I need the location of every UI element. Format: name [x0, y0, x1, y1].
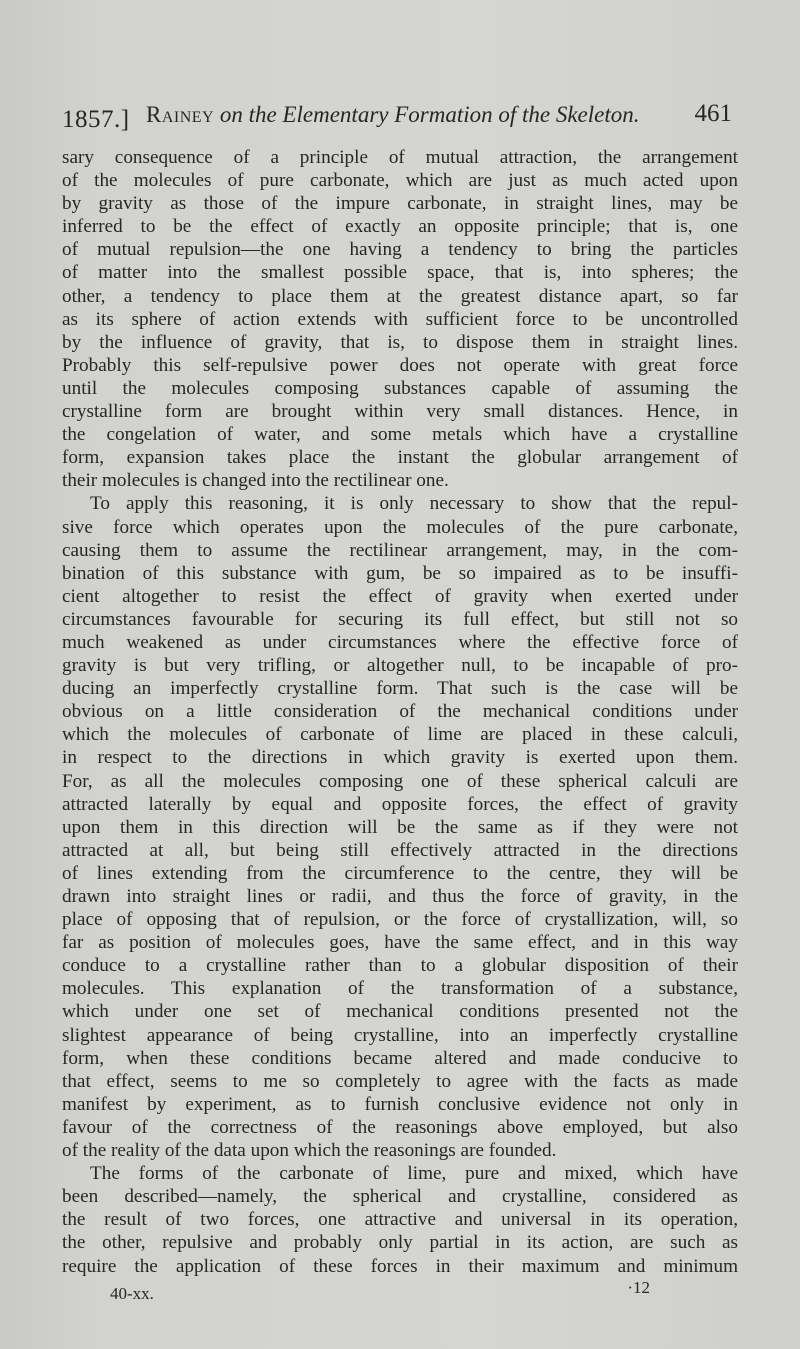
text-line: attracted at all, but being still effectively attracted in the directions — [62, 839, 738, 861]
text-line: require the application of these forces in their maximum and minimum — [62, 1255, 738, 1277]
text-line: by the influence of gravity, that is, to dispose them in straight lines. — [62, 331, 738, 353]
text-line: of the reality of the data upon which the reasonings are founded. — [62, 1140, 557, 1162]
text-line: in respect to the directions in which gravity is exerted upon them. — [62, 747, 738, 769]
text-line: causing them to assume the rectilinear arrangement, may, in the com- — [62, 539, 738, 561]
running-header — [62, 100, 732, 140]
text-line: sive force which operates upon the molecules of the pure carbonate, — [62, 516, 738, 538]
text-line: their molecules is changed into the rectilinear one. — [62, 470, 449, 492]
text-line: of mutual repulsion—the one having a tendency to bring the particles — [62, 239, 738, 261]
text-line: Probably this self-repulsive power does not operate with great force — [62, 354, 738, 376]
paragraph-start-line: The forms of the carbonate of lime, pure and mixed, which have — [90, 1163, 738, 1185]
paragraph-start-line: To apply this reasoning, it is only necessary to show that the repul- — [90, 493, 738, 515]
text-line: slightest appearance of being crystalline, into an imperfectly crystalline — [62, 1024, 738, 1046]
text-line: sary consequence of a principle of mutual attraction, the arrangement — [62, 147, 738, 168]
text-line: attracted laterally by equal and opposite forces, the effect of gravity — [62, 793, 738, 815]
text-line: molecules. This explanation of the transformation of a substance, — [62, 978, 738, 1000]
page-number: 461 — [694, 100, 732, 127]
text-line: form, when these conditions became altered and made conducive to — [62, 1047, 738, 1069]
text-line: the other, repulsive and probably only partial in its action, are such as — [62, 1232, 738, 1254]
running-title — [146, 102, 640, 128]
text-line: For, as all the molecules composing one of these spherical calculi are — [62, 770, 738, 792]
text-line: much weakened as under circumstances where the effective force of — [62, 631, 738, 653]
text-line: of the molecules of pure carbonate, which are just as much acted upon — [62, 170, 738, 192]
text-line: gravity is but very trifling, or altogether null, to be incapable of pro- — [62, 655, 738, 677]
text-line: favour of the correctness of the reasonings above employed, but also — [62, 1116, 738, 1138]
text-line: of lines extending from the circumference to the centre, they will be — [62, 862, 738, 884]
text-line: that effect, seems to me so completely to agree with the facts as made — [62, 1070, 738, 1092]
text-line: as its sphere of action extends with sufficient force to be uncontrolled — [62, 308, 738, 330]
text-line: cient altogether to resist the effect of gravity when exerted under — [62, 585, 738, 607]
text-line: crystalline form are brought within very small distances. Hence, in — [62, 401, 738, 423]
text-line: upon them in this direction will be the same as if they were not — [62, 816, 738, 838]
text-line: manifest by experiment, as to furnish conclusive evidence not only in — [62, 1093, 738, 1115]
text-line: which under one set of mechanical conditions presented not the — [62, 1001, 738, 1023]
signature-mark: 40-xx. — [110, 1284, 154, 1303]
text-line: which the molecules of carbonate of lime are placed in these calculi, — [62, 724, 738, 746]
body-text — [62, 146, 738, 1278]
text-line: conduce to a crystalline rather than to a globular disposition of their — [62, 955, 738, 977]
text-line: ducing an imperfectly crystalline form. That such is the case will be — [62, 678, 738, 700]
text-line: by gravity as those of the impure carbonate, in straight lines, may be — [62, 193, 738, 215]
header-title: on the Elementary Formation of the Skeleton. — [219, 102, 640, 127]
text-line: circumstances favourable for securing its full effect, but still not so — [62, 608, 738, 630]
text-line: form, expansion takes place the instant the globular arrangement of — [62, 447, 738, 469]
sheet-mark: ·12 — [627, 1278, 650, 1297]
header-year: 1857.] — [62, 106, 130, 133]
text-line: the congelation of water, and some metals which have a crystalline — [62, 424, 738, 446]
text-line: far as position of molecules goes, have the same effect, and in this way — [62, 932, 738, 954]
text-line: drawn into straight lines or radii, and thus the force of gravity, in the — [62, 886, 738, 907]
header-author: Rainey — [146, 102, 215, 127]
text-line: bination of this substance with gum, be so impaired as to be insuffi- — [62, 562, 738, 584]
text-line: of matter into the smallest possible space, that is, into spheres; the — [62, 262, 738, 284]
text-line: inferred to be the effect of exactly an opposite principle; that is, one — [62, 216, 738, 238]
text-line: place of opposing that of repulsion, or the force of crystallization, will, so — [62, 909, 738, 931]
text-line: until the molecules composing substances capable of assuming the — [62, 377, 738, 399]
text-line: the result of two forces, one attractive and universal in its operation, — [62, 1209, 738, 1231]
text-line: been described—namely, the spherical and crystalline, considered as — [62, 1186, 738, 1208]
text-line: other, a tendency to place them at the greatest distance apart, so far — [62, 285, 738, 307]
text-line: obvious on a little consideration of the mechanical conditions under — [62, 701, 738, 723]
